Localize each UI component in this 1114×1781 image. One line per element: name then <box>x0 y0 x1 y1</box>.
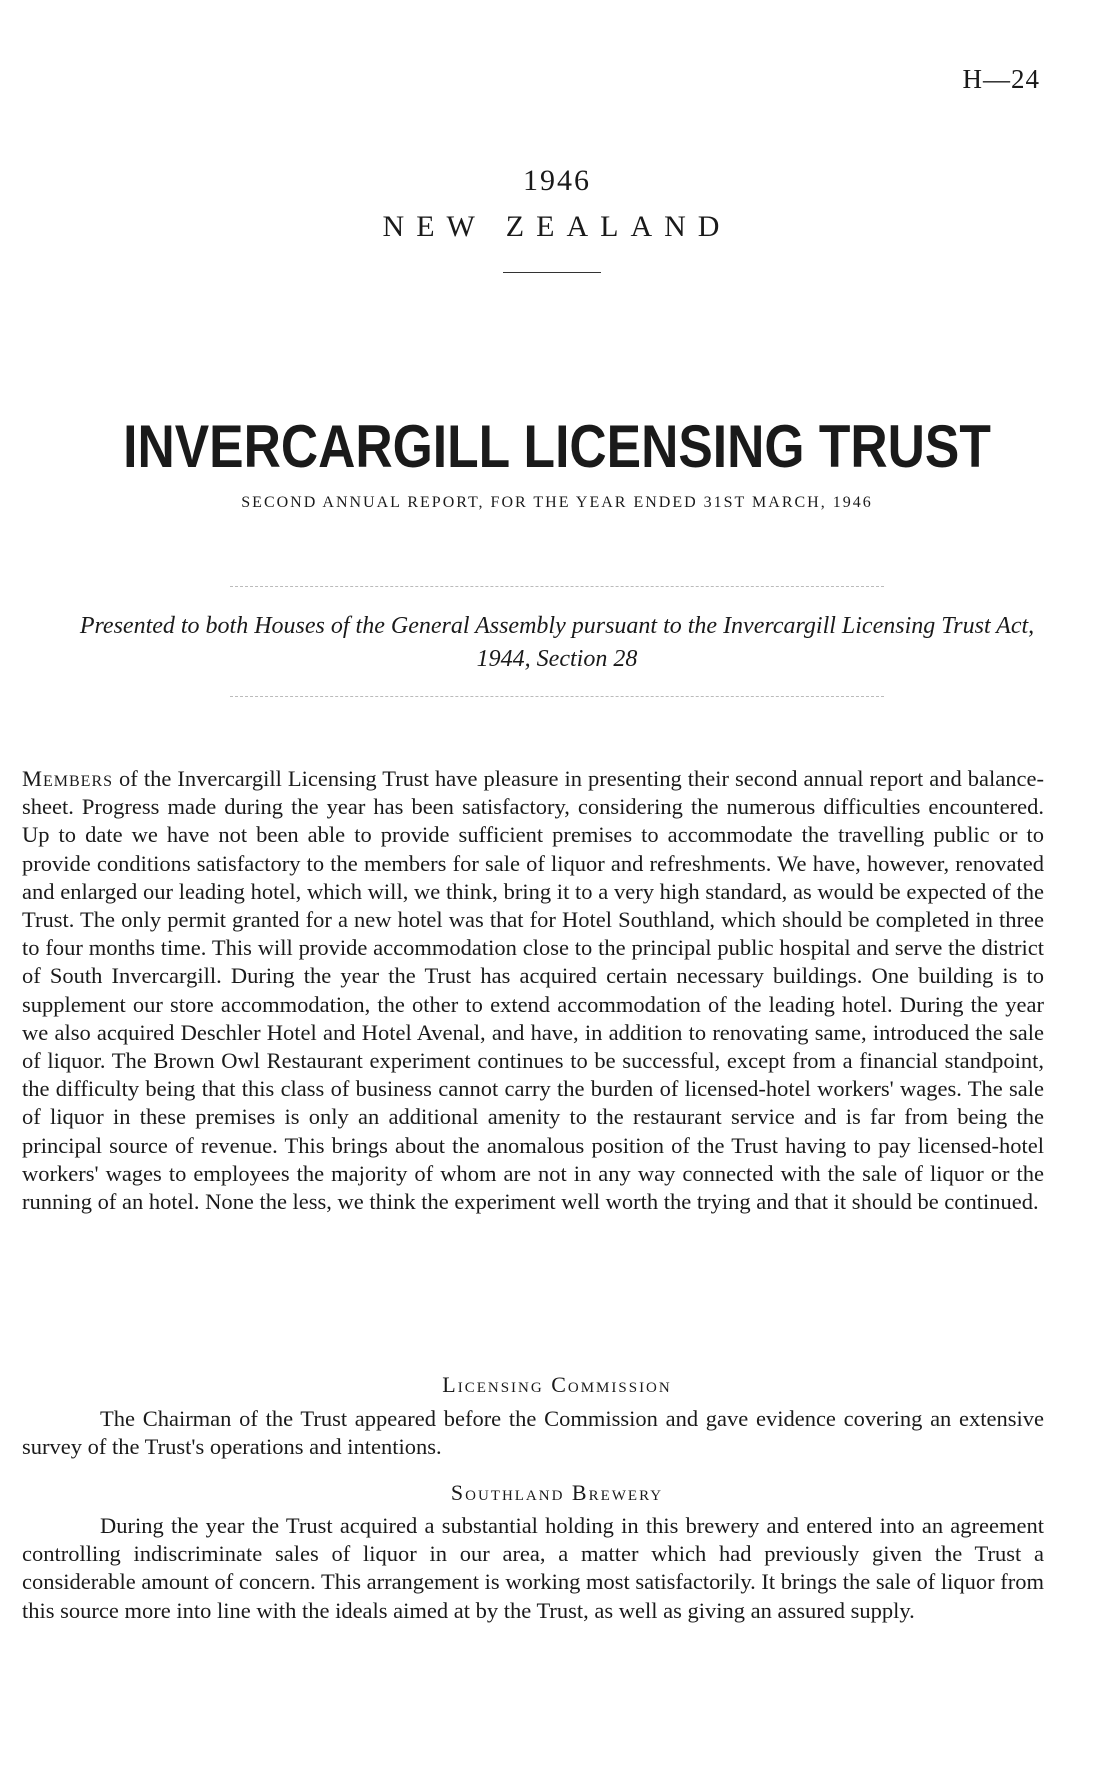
document-subtitle: SECOND ANNUAL REPORT, FOR THE YEAR ENDED 31ST MARCH, 1946 <box>241 494 873 511</box>
report-year: 1946 <box>523 164 591 197</box>
presentation-note: Presented to both Houses of the General Assembly pursuant to the Invercargill Licensing Trust Act, 1944, Section 28 <box>79 613 1035 672</box>
country-name: NEW ZEALAND <box>382 210 732 243</box>
section-heading-licensing-commission: Licensing Commission <box>442 1372 672 1397</box>
divider-top <box>230 586 884 587</box>
southland-brewery-paragraph: During the year the Trust acquired a substantial holding in this brewery and entered into an agreement controlling indiscriminate sales of liquor in our area, a matter which had previously given the Trust a considerable amount of concern. This arrangement is working most satisfactorily. It brings the sale of liquor from this source more into line with the ideals aimed at by the Trust, as well as giving an assured supply. <box>22 1513 1044 1623</box>
page-reference: H—24 <box>962 64 1040 94</box>
intro-paragraph <box>22 765 1044 1216</box>
header-divider <box>503 272 601 273</box>
licensing-commission-paragraph: The Chairman of the Trust appeared before the Commission and gave evidence covering an extensive survey of the Trust's operations and intentions. <box>22 1406 1044 1460</box>
section-heading-southland-brewery: Southland Brewery <box>450 1480 664 1505</box>
intro-text: of the Invercargill Licensing Trust have pleasure in presenting their second annual report and balance-sheet. Progress made during the year has been satisfactory, considering the numerous difficulties encountered. Up to date we have not been able to provide sufficient premises to accommodate the travelling public or to provide conditions satisfactory to the members for sale of liquor and refreshments. We have, however, renovated and enlarged our leading hotel, which will, we think, bring it to a very high standard, as would be expected of the Trust. The only permit granted for a new hotel was that for Hotel Southland, which should be completed in three to four months time. This will provide accommodation close to the principal public hospital and serve the district of South Invercargill. During the year the Trust has acquired certain necessary buildings. One building is to supplement our store accommodation, the other to extend accommodation of the leading hotel. During the year we also acquired Deschler Hotel and Hotel Avenal, and have, in addition to renovating same, introduced the sale of liquor. The Brown Owl Restaurant experiment continues to be successful, except from a financial standpoint, the difficulty being that this class of business cannot carry the burden of licensed-hotel workers' wages. The sale of liquor in these premises is only an additional amenity to the restaurant service and is far from being the principal source of revenue. This brings about the anomalous position of the Trust having to pay licensed-hotel workers' wages to employees the majority of whom are not in any way connected with the sale of liquor or the running of an hotel. None the less, we think the experiment well worth the trying and that it should be continued. <box>22 766 1044 1215</box>
document-title: INVERCARGILL LICENSING TRUST <box>123 413 991 480</box>
divider-bottom <box>230 696 884 697</box>
intro-lead-word: Members <box>22 766 114 791</box>
